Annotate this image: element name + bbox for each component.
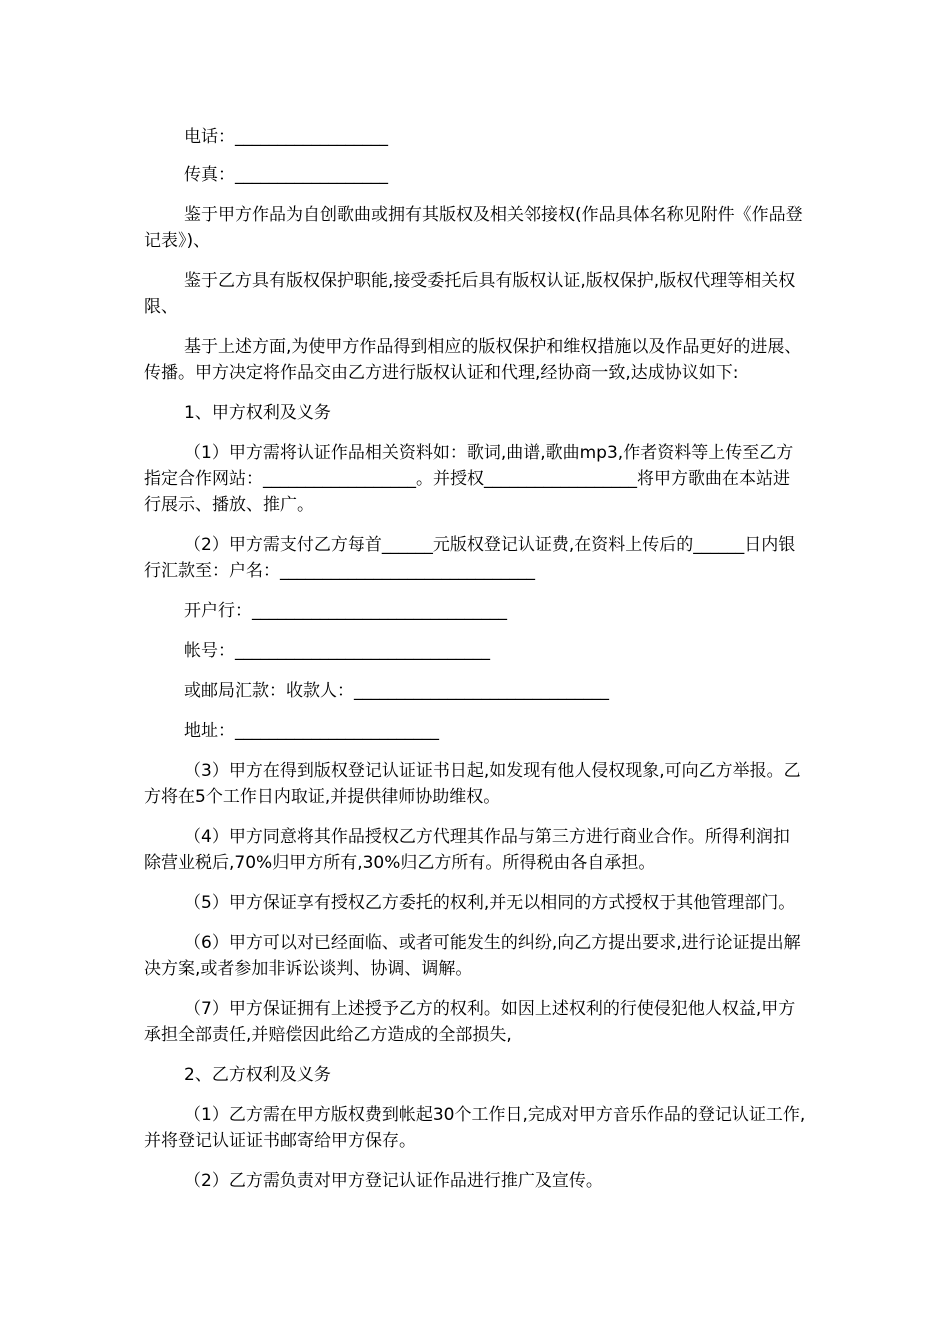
document-page — [144, 124, 806, 1194]
whereas-party-a: 鉴于甲方作品为自创歌曲或拥有其版权及相关邻接权(作品具体名称见附件《作品登记表》)、 — [144, 205, 803, 251]
clause-a-7: （7）甲方保证拥有上述授予乙方的权利。如因上述权利的行使侵犯他人权益,甲方承担全部责任,并赔偿因此给乙方造成的全部损失, — [144, 999, 796, 1045]
phone-field: 电话：__________________ — [184, 127, 388, 147]
clause-a-6: （6）甲方可以对已经面临、或者可能发生的纠纷,向乙方提出要求,进行论证提出解决方案,或者参加非诉讼谈判、协调、调解。 — [144, 933, 801, 979]
clause-a-5: （5）甲方保证享有授权乙方委托的权利,并无以相同的方式授权于其他管理部门。 — [184, 893, 796, 913]
postal-payee-field: 或邮局汇款：收款人：______________________________ — [184, 681, 609, 701]
fax-field: 传真：__________________ — [184, 165, 388, 185]
bank-field: 开户行：______________________________ — [184, 601, 507, 621]
clause-a-4: （4）甲方同意将其作品授权乙方代理其作品与第三方进行商业合作。所得利润扣除营业税后,70%归甲方所有,30%归乙方所有。所得税由各自承担。 — [144, 827, 790, 873]
section-1-heading: 1、甲方权利及义务 — [184, 403, 331, 423]
address-field: 地址：________________________ — [184, 721, 439, 741]
whereas-party-b: 鉴于乙方具有版权保护职能,接受委托后具有版权认证,版权保护,版权代理等相关权限、 — [144, 271, 796, 317]
clause-a-2: （2）甲方需支付乙方每首______元版权登记认证费,在资料上传后的______日内银行汇款至：户名：______________________________ — [144, 535, 796, 581]
agreement-basis: 基于上述方面,为使甲方作品得到相应的版权保护和维权措施以及作品更好的进展、传播。甲方决定将作品交由乙方进行版权认证和代理,经协商一致,达成协议如下: — [144, 337, 802, 383]
clause-b-1: （1）乙方需在甲方版权费到帐起30个工作日,完成对甲方音乐作品的登记认证工作,并将登记认证证书邮寄给甲方保存。 — [144, 1105, 806, 1151]
clause-b-2: （2）乙方需负责对甲方登记认证作品进行推广及宣传。 — [184, 1171, 603, 1191]
account-field: 帐号：______________________________ — [184, 641, 490, 661]
clause-a-3: （3）甲方在得到版权登记认证证书日起,如发现有他人侵权现象,可向乙方举报。乙方将在5个工作日内取证,并提供律师协助维权。 — [144, 761, 801, 807]
section-2-heading: 2、乙方权利及义务 — [184, 1065, 331, 1085]
clause-a-1: （1）甲方需将认证作品相关资料如：歌词,曲谱,歌曲mp3,作者资料等上传至乙方指定合作网站：__________________。并授权__________________将甲方歌曲在本站进行展示、播放、推广。 — [144, 443, 794, 515]
